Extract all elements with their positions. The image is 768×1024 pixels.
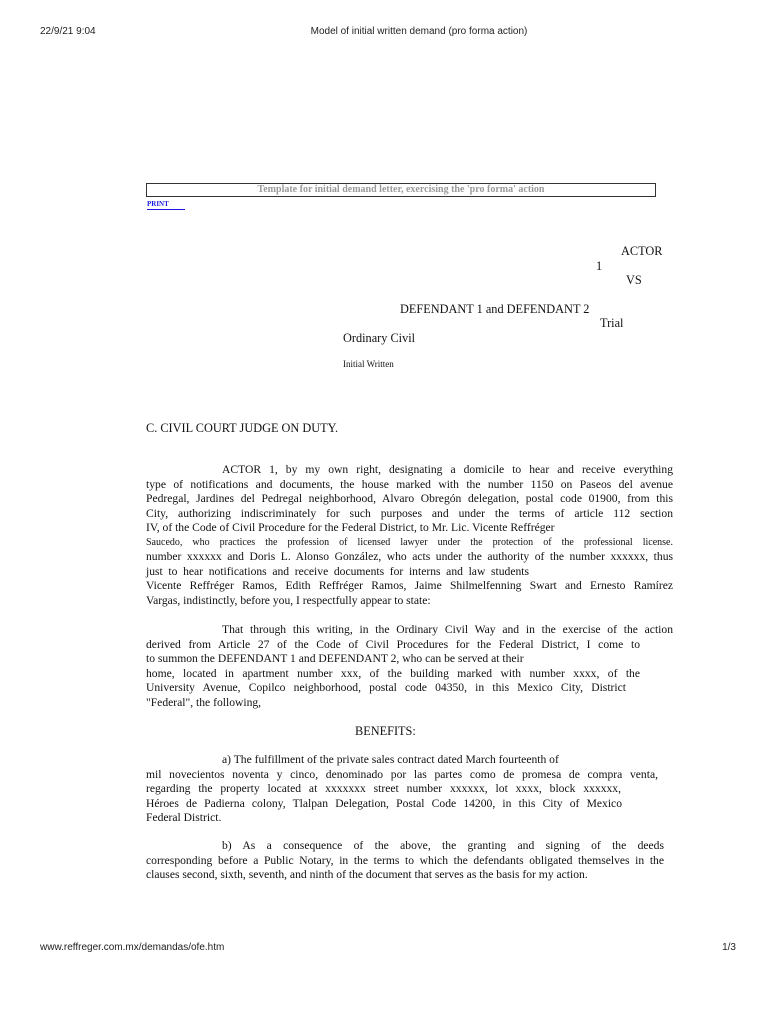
addressee: C. CIVIL COURT JUDGE ON DUTY. — [146, 421, 339, 435]
paragraph-2 — [146, 623, 673, 710]
paragraph-line: just to hear notifications and receive documents for interns and law students — [146, 564, 529, 578]
paragraph-line: Pedregal, Jardines del Pedregal neighborhood, Alvaro Obregón delegation, postal code 01900, from this — [146, 492, 673, 505]
paragraph-line: University Avenue, Copilco neighborhood, postal code 04350, in this Mexico City, District — [146, 681, 626, 694]
benefits-heading: BENEFITS: — [355, 724, 416, 738]
paragraph-line: clauses second, sixth, seventh, and ninth of the document that serves as the basis for my action. — [146, 868, 588, 881]
caption-defendants: DEFENDANT 1 and DEFENDANT 2 — [400, 302, 590, 316]
print-page-number: 1/3 — [722, 942, 736, 953]
caption-ordinary-civil: Ordinary Civil — [343, 331, 416, 345]
paragraph-line: Vargas, indistinctly, before you, I respectfully appear to state: — [146, 593, 431, 607]
caption-vs: VS — [626, 273, 642, 287]
template-banner: Template for initial demand letter, exercising the 'pro forma' action — [146, 183, 656, 197]
paragraph-line: regarding the property located at xxxxxxx street number xxxxxx, lot xxxx, block xxxxxx, — [146, 782, 621, 795]
paragraph-4 — [146, 839, 664, 883]
caption-trial: Trial — [600, 316, 624, 330]
paragraph-3 — [146, 753, 673, 826]
paragraph-line: derived from Article 27 of the Code of Civil Procedures for the Federal District, I come to — [146, 637, 640, 651]
paragraph-line: b) As a consequence of the above, the granting and signing of the deeds — [222, 839, 664, 852]
paragraph-line: Federal District. — [146, 811, 222, 824]
paragraph-1 — [146, 463, 673, 608]
caption-initial-written: Initial Written — [343, 359, 394, 369]
paragraph-line: That through this writing, in the Ordinary Civil Way and in the exercise of the action — [222, 623, 673, 636]
paragraph-line: to summon the DEFENDANT 1 and DEFENDANT 2, who can be served at their — [146, 652, 524, 665]
paragraph-line: City, authorizing indiscriminately for such purposes and under the terms of article 112 section — [146, 506, 673, 520]
paragraph-line: number xxxxxx and Doris L. Alonso González, who acts under the authority of the number xxxxxx, thus — [146, 550, 673, 563]
paragraph-line: IV, of the Code of Civil Procedure for the Federal District, to Mr. Lic. Vicente Reffréger — [146, 521, 555, 534]
paragraph-line: a) The fulfillment of the private sales contract dated March fourteenth of — [222, 753, 559, 766]
paragraph-line: corresponding before a Public Notary, in the terms to which the defendants obligated themselves in the — [146, 853, 664, 867]
paragraph-line: mil novecientos noventa y cinco, denominado por las partes como de promesa de compra venta, — [146, 767, 658, 781]
paragraph-line: Saucedo, who practices the profession of licensed lawyer under the protection of the professional license. — [146, 536, 673, 548]
paragraph-line: "Federal", the following, — [146, 695, 262, 709]
paragraph-line: home, located in apartment number xxx, of the building marked with number xxxx, of the — [146, 666, 640, 680]
caption-actor: ACTOR — [621, 244, 663, 258]
print-page-title: Model of initial written demand (pro forma action) — [310, 26, 528, 37]
paragraph-line: ACTOR 1, by my own right, designating a domicile to hear and receive everything — [222, 463, 673, 476]
caption-actor-number: 1 — [596, 259, 603, 273]
paragraph-line: Vicente Reffréger Ramos, Edith Reffréger Ramos, Jaime Shilmelfenning Swart and Ernesto Ramírez — [146, 579, 673, 592]
print-url: www.reffreger.com.mx/demandas/ofe.htm — [40, 942, 225, 953]
print-date: 22/9/21 9:04 — [40, 26, 96, 37]
paragraph-line: type of notifications and documents, the house marked with the number 1150 on Paseos del avenue — [146, 477, 673, 491]
paragraph-line: Héroes de Padierna colony, Tlalpan Delegation, Postal Code 14200, in this City of Mexico — [146, 796, 622, 810]
print-link[interactable]: PRINT — [147, 200, 185, 210]
